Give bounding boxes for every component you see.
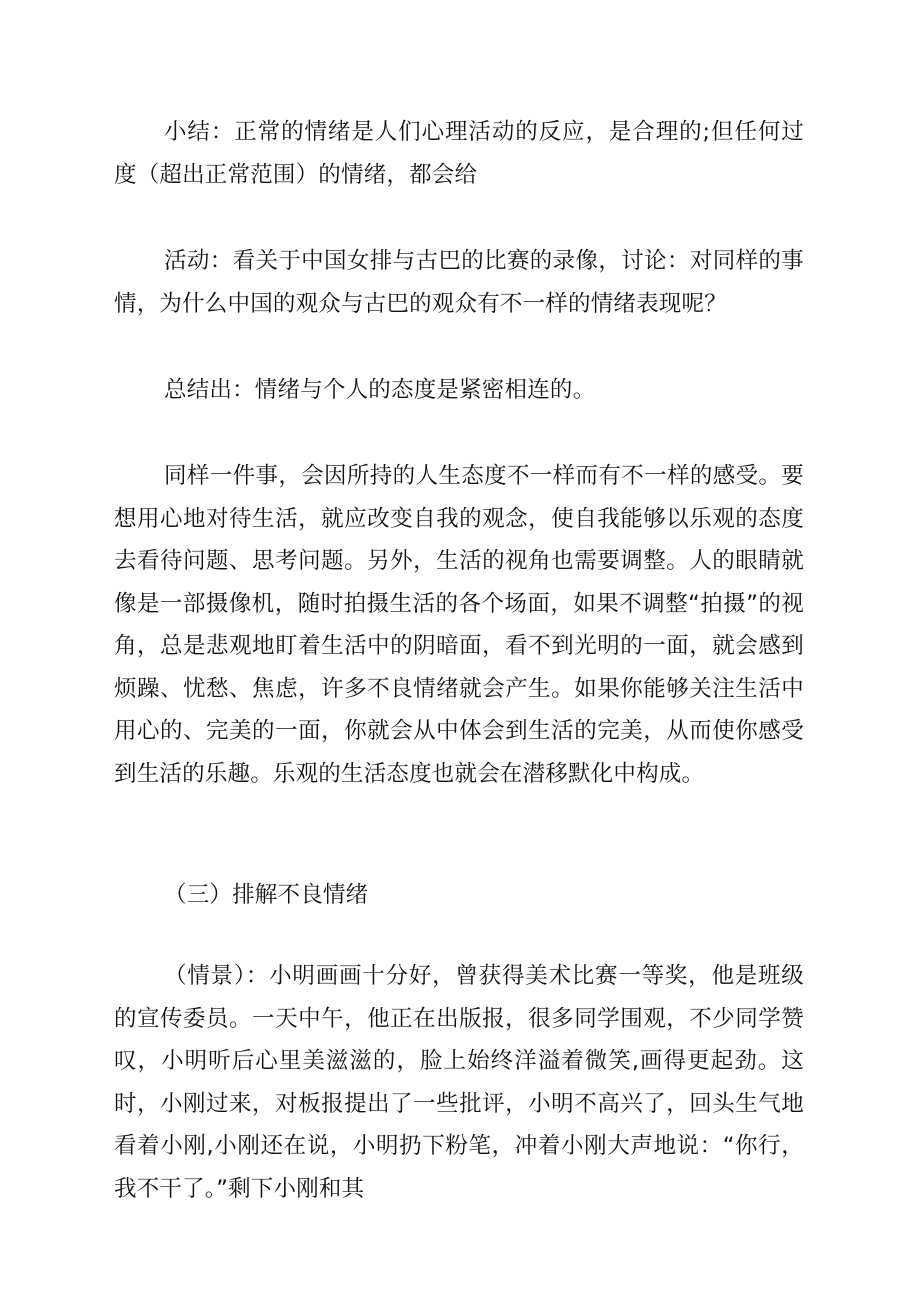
paragraph-activity: 活动：看关于中国女排与古巴的比赛的录像，讨论：对同样的事情，为什么中国的观众与古巴的观众有不一样的情绪表现呢？	[114, 248, 804, 317]
paragraph-summary: 小结：正常的情绪是人们心理活动的反应，是合理的;但任何过度（超出正常范围）的情绪，都会给	[114, 119, 804, 188]
paragraph-conclusion: 总结出：情绪与个人的态度是紧密相连的。	[164, 377, 596, 403]
section-heading: （三）排解不良情绪	[164, 882, 369, 908]
paragraph-attitude: 同样一件事，会因所持的人生态度不一样而有不一样的感受。要想用心地对待生活，就应改变自我的观念，使自我能够以乐观的态度去看待问题、思考问题。另外，生活的视角也需要调整。人的眼睛就像是一部摄像机，随时拍摄生活的各个场面，如果不调整“拍摄”的视角，总是悲观地盯着生活中的阴暗面，看不到光明的一面，就会感到烦躁、忧愁、焦虑，许多不良情绪就会产生。如果你能够关注生活中用心的、完美的一面，你就会从中体会到生活的完美，从而使你感受到生活的乐趣。乐观的生活态度也就会在潜移默化中构成。	[114, 463, 804, 787]
paragraph-scenario: （情景）：小明画画十分好，曾获得美术比赛一等奖，他是班级的宣传委员。一天中午，他正在出版报，很多同学围观，不少同学赞叹，小明听后心里美滋滋的，脸上始终洋溢着微笑,画得更起劲。这时，小刚过来，对板报提出了一些批评，小明不高兴了，回头生气地看着小刚,小刚还在说，小明扔下粉笔，冲着小刚大声地说：“你行，我不干了。”剩下小刚和其	[114, 963, 804, 1202]
